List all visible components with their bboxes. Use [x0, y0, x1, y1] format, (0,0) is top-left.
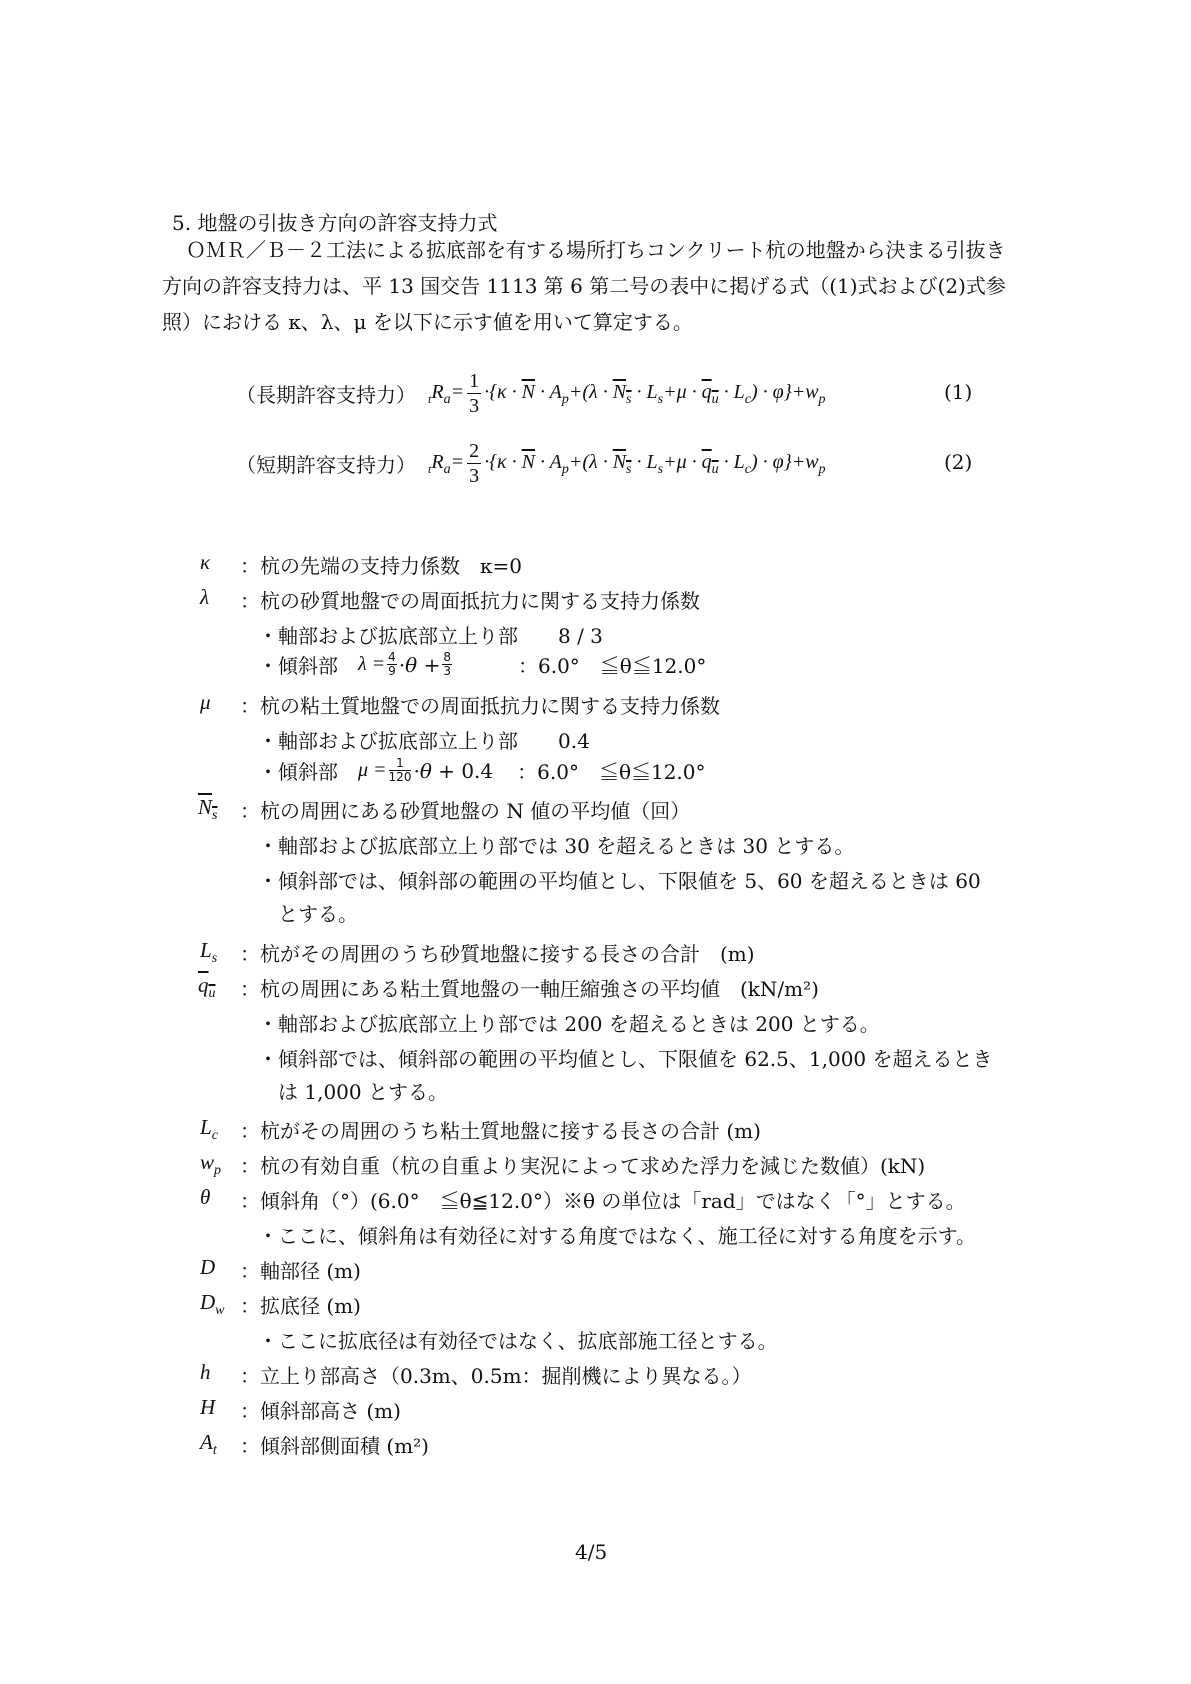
def-text-at: ：傾斜部側面積 (m²): [240, 1434, 429, 1458]
def-symbol-ls: $L_s$: [200, 938, 218, 967]
def-symbol-at: $A_t$: [200, 1430, 217, 1459]
def-text-qu: ：杭の周囲にある粘土質地盤の一軸圧縮強さの平均値 (kN/m²): [240, 977, 819, 1001]
formula-frac-den: 3: [469, 394, 480, 417]
def-symbol-wp: $w_p$: [200, 1150, 222, 1179]
def-mu-bullet-2: ・傾斜部 μ = $\frac{1}{120}$ ·θ + 0.4 ：6.0° ≦θ≦12.0°: [258, 756, 706, 784]
def-qu-bullet-1: ・軸部および拡底部立上り部では 200 を超えるときは 200 とする。: [258, 1012, 880, 1036]
def-ns-bullet-2: ・傾斜部では、傾斜部の範囲の平均値とし、下限値を 5、60 を超えるときは 60: [258, 869, 981, 893]
def-symbol-mu: μ: [200, 690, 211, 714]
def-mu-bullet-1: ・軸部および拡底部立上り部 0.4: [258, 729, 590, 753]
def-theta-bullet-1: ・ここに、傾斜角は有効径に対する角度ではなく、施工径に対する角度を示す。: [258, 1224, 976, 1248]
def-symbol-qu: $q_u$: [198, 973, 216, 1002]
def-symbol-d: D: [200, 1255, 216, 1279]
def-ns-bullet-1: ・軸部および拡底部立上り部では 30 を超えるときは 30 とする。: [258, 834, 855, 858]
def-ns-bullet-2-cont: とする。: [278, 902, 358, 926]
def-text-d: ：軸部径 (m): [240, 1259, 361, 1283]
formula-frac-den: 3: [469, 464, 480, 487]
def-text-ls: ：杭がその周囲のうち砂質地盤に接する長さの合計 (m): [240, 942, 755, 966]
intro-paragraph: ＯＭＲ／Ｂ－２工法による拡底部を有する場所打ちコンクリート杭の地盤から決まる引抜き方向の許容支持力は、平 13 国交告 1113 第 6 第二号の表中に掲げる式（(1)式および(2)式参照）における κ、λ、μ を以下に示す値を用いて算定する。: [162, 238, 1006, 334]
def-text-lambda: ：杭の砂質地盤での周面抵抗力に関する支持力係数: [240, 589, 700, 613]
def-qu-bullet-2-cont: は 1,000 とする。: [278, 1080, 448, 1104]
formula-number: (1): [944, 380, 973, 404]
def-symbol-ns: $N_s$: [198, 795, 218, 824]
def-text-wp: ：杭の有効自重（杭の自重より実況によって求めた浮力を減じた数値）(kN): [240, 1154, 926, 1178]
def-text-H: ：傾斜部高さ (m): [240, 1399, 401, 1423]
formula-frac-num: 1: [469, 369, 480, 392]
def-lambda-bullet-1: ・軸部および拡底部立上り部 8 / 3: [258, 624, 603, 648]
def-text-theta: ：傾斜角（°）(6.0° ≦θ≦12.0°）※θ の単位は「rad」ではなく「°」とする。: [240, 1189, 966, 1213]
formula-number: (2): [944, 450, 973, 474]
def-symbol-dw: $D_w$: [200, 1290, 225, 1319]
formula-frac-num: 2: [469, 439, 480, 462]
page-number: 4/5: [575, 1540, 608, 1564]
def-lambda-bullet-2: ・傾斜部 λ = $\frac{4}{9}$ ·θ + $\frac{8}{3}$ ：6.0° ≦θ≦12.0°: [258, 650, 707, 678]
def-text-lc: ：杭がその周囲のうち粘土質地盤に接する長さの合計 (m): [240, 1119, 761, 1143]
def-text-mu: ：杭の粘土質地盤での周面抵抗力に関する支持力係数: [240, 694, 720, 718]
def-symbol-theta: θ: [200, 1185, 211, 1209]
def-text-h: ：立上り部高さ（0.3m、0.5m：掘削機により異なる。）: [240, 1364, 752, 1388]
def-symbol-lc: $L_c$: [200, 1115, 218, 1144]
def-symbol-h: h: [200, 1360, 211, 1384]
def-text-kappa: ：杭の先端の支持力係数 κ=0: [240, 554, 522, 578]
def-symbol-kappa: κ: [200, 550, 211, 574]
def-text-ns: ：杭の周囲にある砂質地盤の N 値の平均値（回）: [240, 799, 691, 823]
def-symbol-lambda: λ: [200, 585, 210, 609]
formula-long-term: （長期許容支持力） $_tR_a=$ $\frac{1}{3}$ $\cdot\{\kappa \cdot \overline{N} \cdot A_p+(\lambda \cdot N_s \cdot L_s+\mu \cdot q_u \cdot L_c) \cdot \varphi\}+w_p$: [236, 369, 826, 417]
formula-label: （短期許容支持力）: [236, 452, 416, 477]
def-symbol-H: H: [200, 1395, 216, 1419]
formula-label: （長期許容支持力）: [236, 382, 416, 407]
def-text-dw: ：拡底径 (m): [240, 1294, 361, 1318]
def-qu-bullet-2: ・傾斜部では、傾斜部の範囲の平均値とし、下限値を 62.5、1,000 を超えるとき: [258, 1047, 993, 1071]
section-heading: 5. 地盤の引抜き方向の許容支持力式: [172, 211, 498, 235]
formula-short-term: （短期許容支持力） $_tR_a=$ $\frac{2}{3}$ $\cdot\{\kappa \cdot \overline{N} \cdot A_p+(\lambda \cdot N_s \cdot L_s+\mu \cdot q_u \cdot L_c) \cdot \varphi\}+w_p$: [236, 439, 826, 487]
def-dw-bullet-1: ・ここに拡底径は有効径ではなく、拡底部施工径とする。: [258, 1329, 778, 1353]
